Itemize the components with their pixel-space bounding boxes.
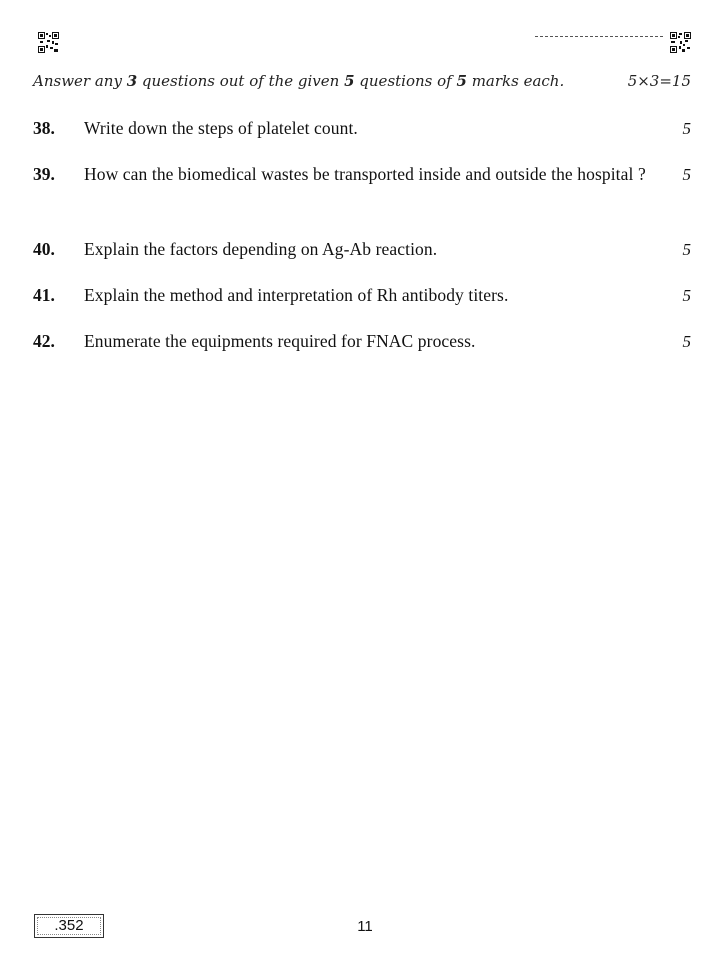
question-marks: 5	[682, 119, 691, 138]
question-number: 42.	[33, 331, 55, 351]
question-item	[33, 327, 691, 356]
header-rule	[535, 36, 663, 37]
question-marks: 5	[682, 240, 691, 259]
paper-code-box: .352	[34, 914, 104, 938]
question-marks: 5	[682, 286, 691, 305]
question-number: 39.	[33, 164, 55, 184]
question-number: 41.	[33, 285, 55, 305]
question-item	[33, 160, 691, 189]
instruction-text: Answer any 3 questions out of the given 5 questions of 5 marks each.	[33, 72, 565, 90]
question-item	[33, 114, 691, 143]
question-item	[33, 281, 691, 310]
section-marks-total: 5×3=15	[627, 72, 691, 90]
question-number: 40.	[33, 239, 55, 259]
question-text: Enumerate the equipments required for FNAC process.	[84, 331, 476, 351]
qr-code-icon	[38, 32, 59, 53]
qr-code-icon	[670, 32, 691, 53]
question-marks: 5	[682, 165, 691, 184]
page-number: 11	[357, 918, 373, 935]
question-text: Explain the method and interpretation of Rh antibody titers.	[84, 285, 509, 305]
question-text: How can the biomedical wastes be transported inside and outside the hospital ?	[84, 164, 646, 184]
section-instructions	[33, 72, 691, 90]
question-marks: 5	[682, 332, 691, 351]
question-number: 38.	[33, 118, 55, 138]
question-text: Write down the steps of platelet count.	[84, 118, 358, 138]
question-text: Explain the factors depending on Ag-Ab reaction.	[84, 239, 438, 259]
question-item	[33, 235, 691, 264]
